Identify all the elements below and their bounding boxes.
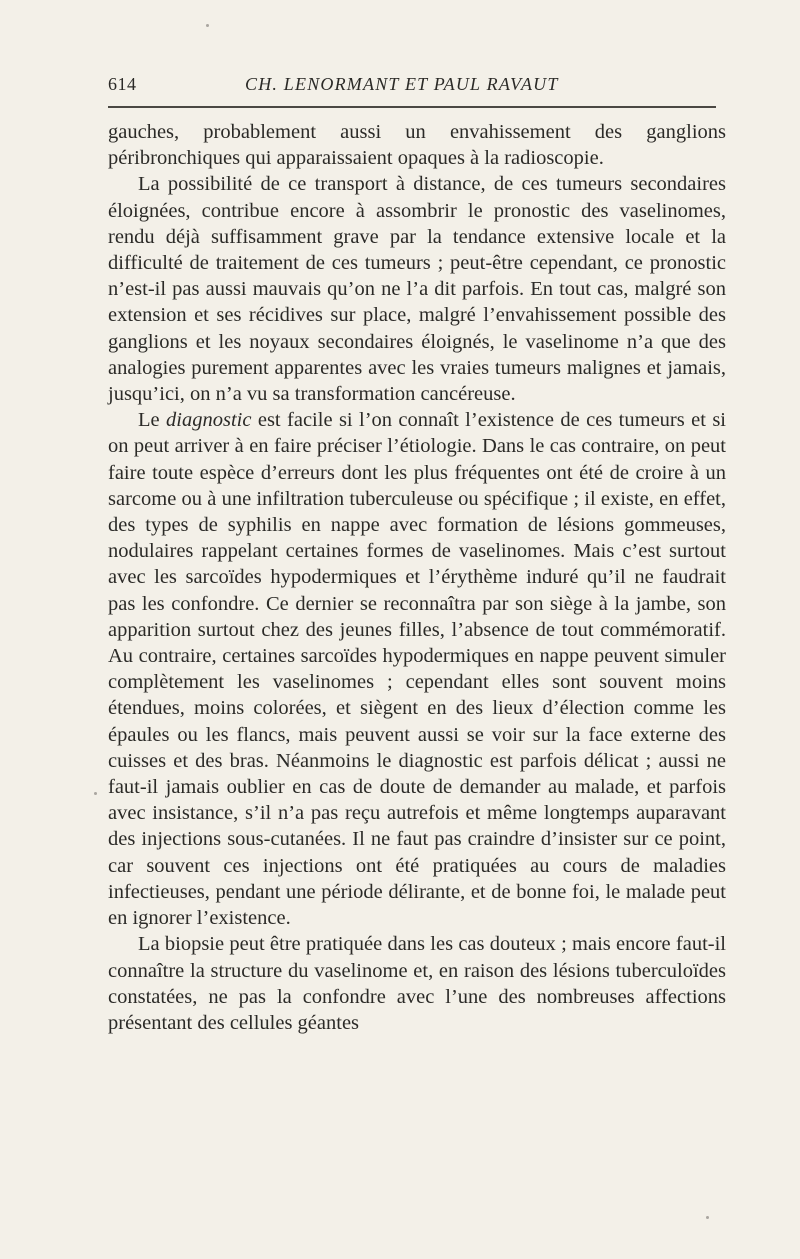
diagnostic-term: diagnostic [166, 409, 252, 432]
paragraph-2: La possibilité de ce transport à distance, de ces tumeurs secondaires éloignées, contribue encore à assombrir le pronostic des vaselinomes, rendu déjà suffisamment grave par la tendance extensive locale et la difficulté de traitement de ces tumeurs ; peut-être cependant, ce pronostic n’est-il pas aussi mauvais qu’on ne l’a dit parfois. En tout cas, malgré son extension et ses récidives sur place, malgré l’envahissement possible des ganglions et les noyaux secondaires éloignés, le vaselinome n’a que des analogies purement apparentes avec les vraies tumeurs malignes et jamais, jusqu’ici, on n’a vu sa transformation cancéreuse. [108, 173, 726, 406]
header-rule [108, 106, 716, 108]
paper-speck [706, 1216, 709, 1219]
paragraph-3 [108, 407, 726, 931]
paragraph-4: La biopsie peut être pratiquée dans les cas douteux ; mais encore faut-il connaître la structure du vaselinome et, en raison des lésions tuberculoïdes constatées, ne pas la confondre avec l’une des nombreuses affections présentant des cellules géantes [108, 933, 726, 1034]
body-text [108, 119, 726, 1036]
paper-speck [206, 24, 209, 27]
page-number: 614 [108, 74, 137, 94]
running-title: CH. LENORMANT ET PAUL RAVAUT [245, 74, 559, 94]
paragraph-3-rest: est facile si l’on connaît l’existence de ces tumeurs et si on peut arriver à en faire préciser l’étiologie. Dans le cas contraire, on peut faire toute espèce d’erreurs dont les plus fréquentes ont été de croire à un sarcome ou à une infiltration tuberculeuse ou spécifique ; il existe, en effet, des types de syphilis en nappe avec formation de lésions gommeuses, nodulaires rappelant certaines formes de vaselinomes. Mais c’est surtout avec les sarcoïdes hypodermiques et l’érythème induré qu’il ne faudrait pas les confondre. Ce dernier se reconnaîtra par son siège à la jambe, son apparition surtout chez des jeunes filles, l’absence de tout commémoratif. Au contraire, certaines sarcoïdes hypodermiques en nappe peuvent simuler complètement les vaselinomes ; cependant elles sont souvent moins étendues, moins colorées, et siègent en des lieux d’élection comme les épaules ou les flancs, mais peuvent aussi se voir sur la face externe des cuisses et des bras. Néanmoins le diagnostic est parfois délicat ; aussi ne faut-il jamais oublier en cas de doute de demander au malade, et parfois avec insistance, s’il n’a pas reçu autrefois et même longtemps auparavant des injections sous-cutanées. Il ne faut pas craindre d’insister sur ce point, car souvent ces injections ont été pratiquées au cours de maladies infectieuses, pendant une période délirante, et de bonne foi, le malade peut en ignorer l’existence. [108, 409, 726, 930]
paragraph-3-lead: Le [138, 409, 167, 432]
page-header [108, 74, 722, 104]
paper-speck [94, 792, 97, 795]
paragraph-1: gauches, probablement aussi un envahissement des ganglions péribronchiques qui apparaissaient opaques à la radioscopie. [108, 121, 726, 170]
